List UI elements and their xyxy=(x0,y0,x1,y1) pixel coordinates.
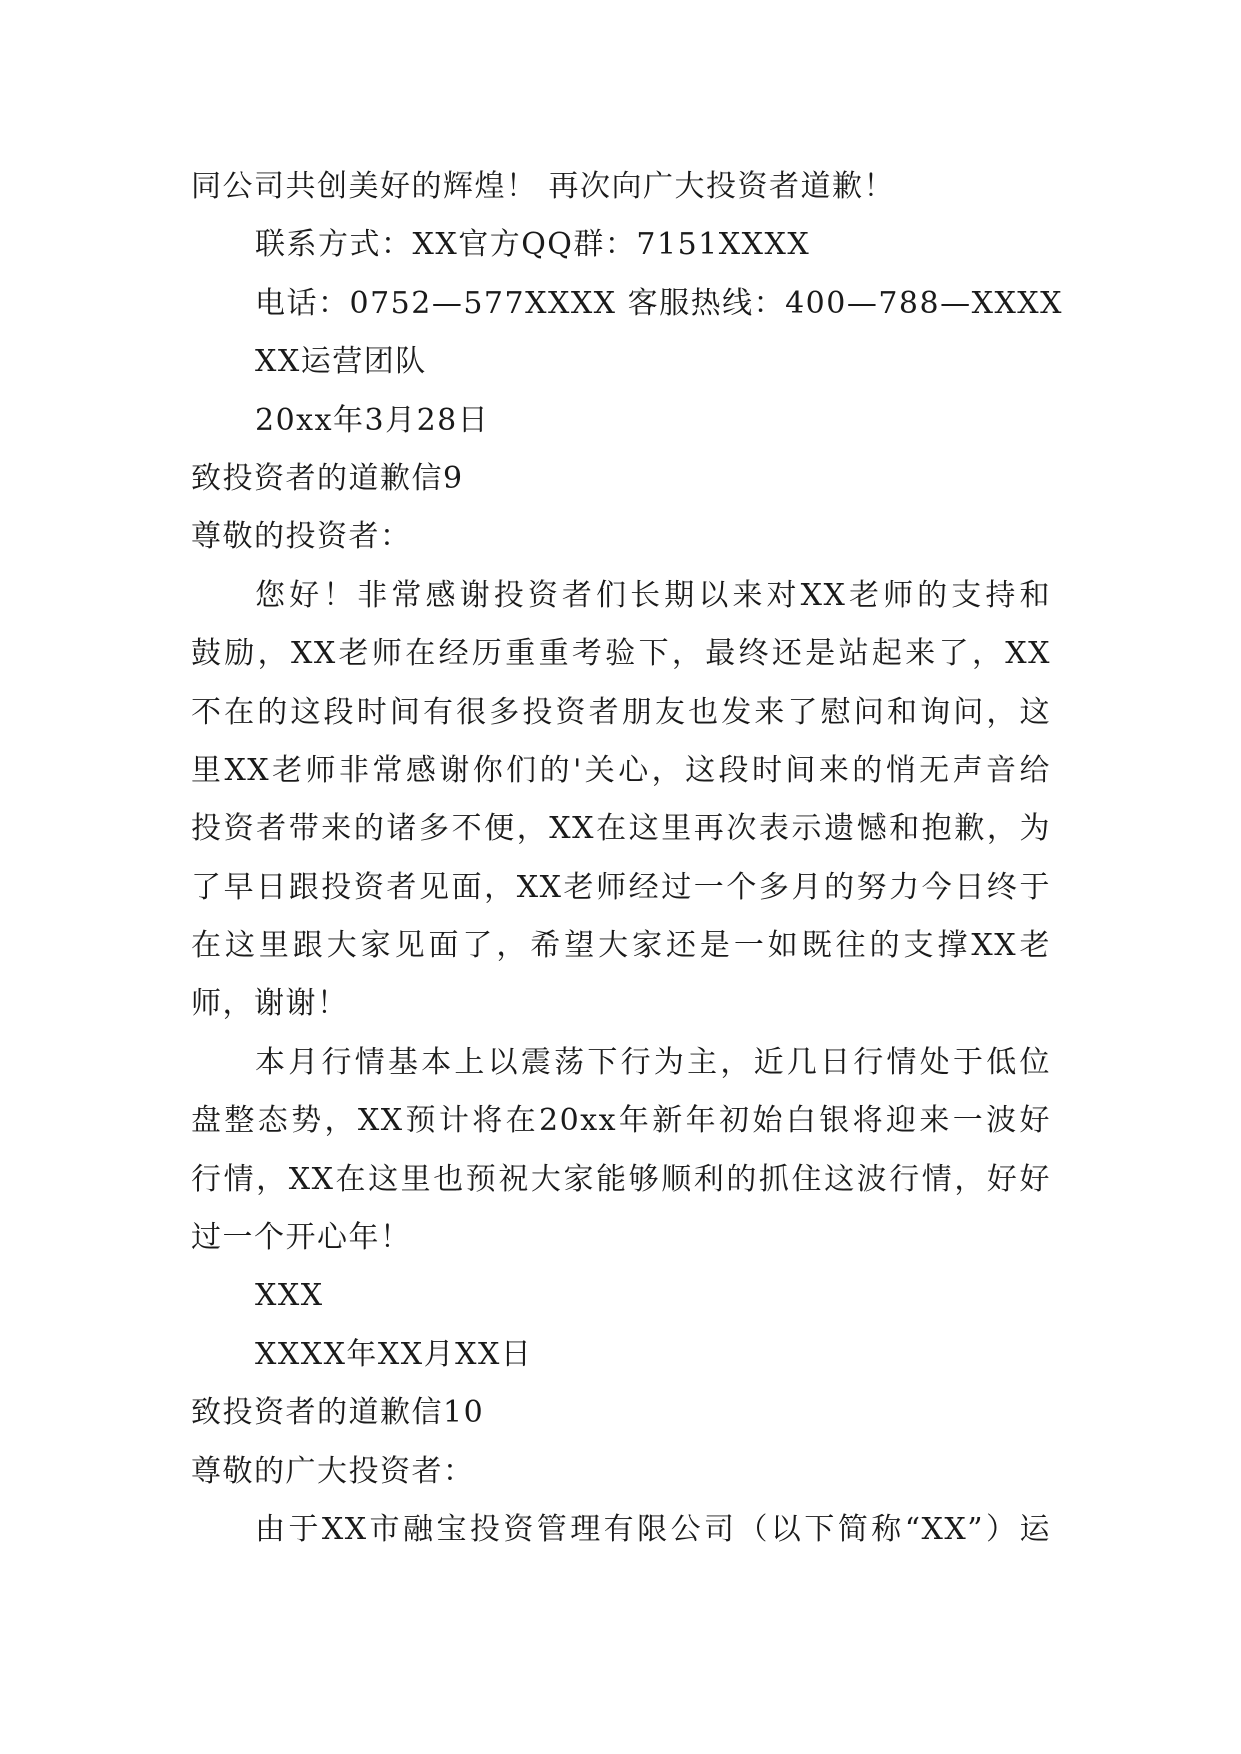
text-line: 盘整态势，XX预计将在20xx年新年初始白银将迎来一波好 xyxy=(191,1103,1051,1139)
text-line: XX运营团队 xyxy=(255,344,427,380)
text-line: 您好！非常感谢投资者们长期以来对XX老师的支持和 xyxy=(255,577,1051,613)
salutation: 尊敬的投资者： xyxy=(191,519,412,555)
text-line: 过一个开心年！ xyxy=(191,1220,412,1256)
document-body xyxy=(191,158,1064,1559)
text-line: 由于XX市融宝投资管理有限公司（以下简称“XX”）运 xyxy=(255,1511,1051,1547)
letter-heading: 致投资者的道歉信9 xyxy=(191,460,464,496)
text-line: 20xx年3月28日 xyxy=(255,402,490,438)
text-line: 联系方式：XX官方QQ群：7151XXXX xyxy=(255,227,811,263)
text-line: 不在的这段时间有很多投资者朋友也发来了慰问和询问，这 xyxy=(191,694,1051,730)
text-line: 同公司共创美好的辉煌！ 再次向广大投资者道歉！ xyxy=(191,169,896,204)
signature: XXX xyxy=(255,1278,324,1314)
text-line: 鼓励，XX老师在经历重重考验下，最终还是站起来了，XX xyxy=(191,636,1051,672)
salutation: 尊敬的广大投资者： xyxy=(191,1453,475,1489)
date-line: XXXX年XX月XX日 xyxy=(255,1336,533,1372)
text-line: 行情，XX在这里也预祝大家能够顺利的抓住这波行情，好好 xyxy=(191,1161,1051,1197)
text-line: 师，谢谢！ xyxy=(191,986,349,1022)
text-line: 投资者带来的诸多不便，XX在这里再次表示遗憾和抱歉，为 xyxy=(191,811,1051,847)
letter-heading: 致投资者的道歉信10 xyxy=(191,1395,485,1431)
text-line: 本月行情基本上以震荡下行为主，近几日行情处于低位 xyxy=(255,1044,1051,1080)
text-line: 了早日跟投资者见面，XX老师经过一个多月的努力今日终于 xyxy=(191,869,1051,905)
text-line: 电话：0752—577XXXX 客服热线：400—788—XXXX xyxy=(255,285,1064,321)
text-line: 在这里跟大家见面了，希望大家还是一如既往的支撑XX老 xyxy=(191,928,1051,964)
text-line: 里XX老师非常感谢你们的'关心，这段时间来的悄无声音给 xyxy=(191,752,1051,788)
